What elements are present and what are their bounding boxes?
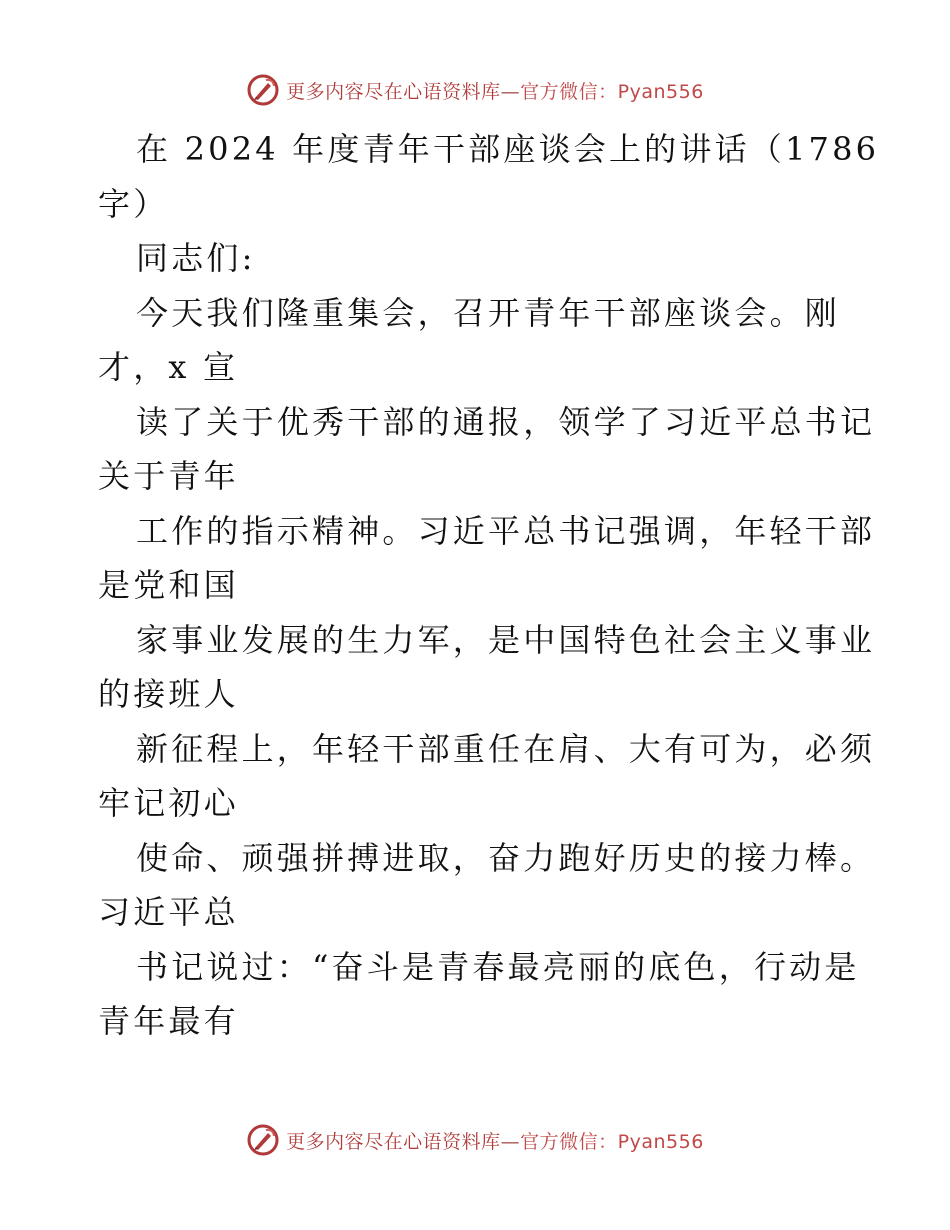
text-line: 新征程上，年轻干部重任在肩、大有可为，必须 xyxy=(136,729,876,768)
text-line: 青年最有 xyxy=(98,1002,239,1040)
text-line: 在 2024 年度青年干部座谈会上的讲话（1786 xyxy=(136,130,880,168)
header-wechat-text: 官方微信：Pyan556 xyxy=(520,80,704,103)
footer-separator: — xyxy=(500,1130,521,1153)
text-line: 书记说过：“奋斗是青春最亮丽的底色，行动是 xyxy=(136,947,860,986)
document-body xyxy=(98,122,880,1049)
header-separator: — xyxy=(500,80,521,103)
text-line: 家事业发展的生力军，是中国特色社会主义事业 xyxy=(136,620,876,659)
text-line: 字） xyxy=(98,184,169,223)
text-line: 是党和国 xyxy=(98,566,239,604)
text-line: 同志们: xyxy=(136,239,256,277)
pen-circle-logo-icon xyxy=(246,73,280,107)
text-line: 习近平总 xyxy=(98,893,239,931)
header-watermark-banner xyxy=(0,70,950,110)
footer-watermark-banner xyxy=(0,1120,950,1160)
text-line: 工作的指示精神。习近平总书记强调，年轻干部 xyxy=(136,511,876,550)
text-line: 才，x 宣 xyxy=(98,348,239,386)
text-line: 关于青年 xyxy=(98,457,239,495)
text-line: 读了关于优秀干部的通报，领学了习近平总书记 xyxy=(136,402,876,441)
footer-banner-text xyxy=(286,1127,704,1154)
text-line: 牢记初心 xyxy=(98,784,239,822)
footer-brand-text: 更多内容尽在心语资料库 xyxy=(286,1130,501,1153)
pen-circle-logo-icon xyxy=(246,1123,280,1157)
header-banner-text xyxy=(286,77,704,104)
text-line: 使命、顽强拼搏进取，奋力跑好历史的接力棒。 xyxy=(136,838,876,877)
text-line: 今天我们隆重集会，召开青年干部座谈会。刚 xyxy=(136,293,841,332)
text-line: 的接班人 xyxy=(98,675,239,713)
header-brand-text: 更多内容尽在心语资料库 xyxy=(286,80,501,103)
footer-wechat-text: 官方微信：Pyan556 xyxy=(520,1130,704,1153)
